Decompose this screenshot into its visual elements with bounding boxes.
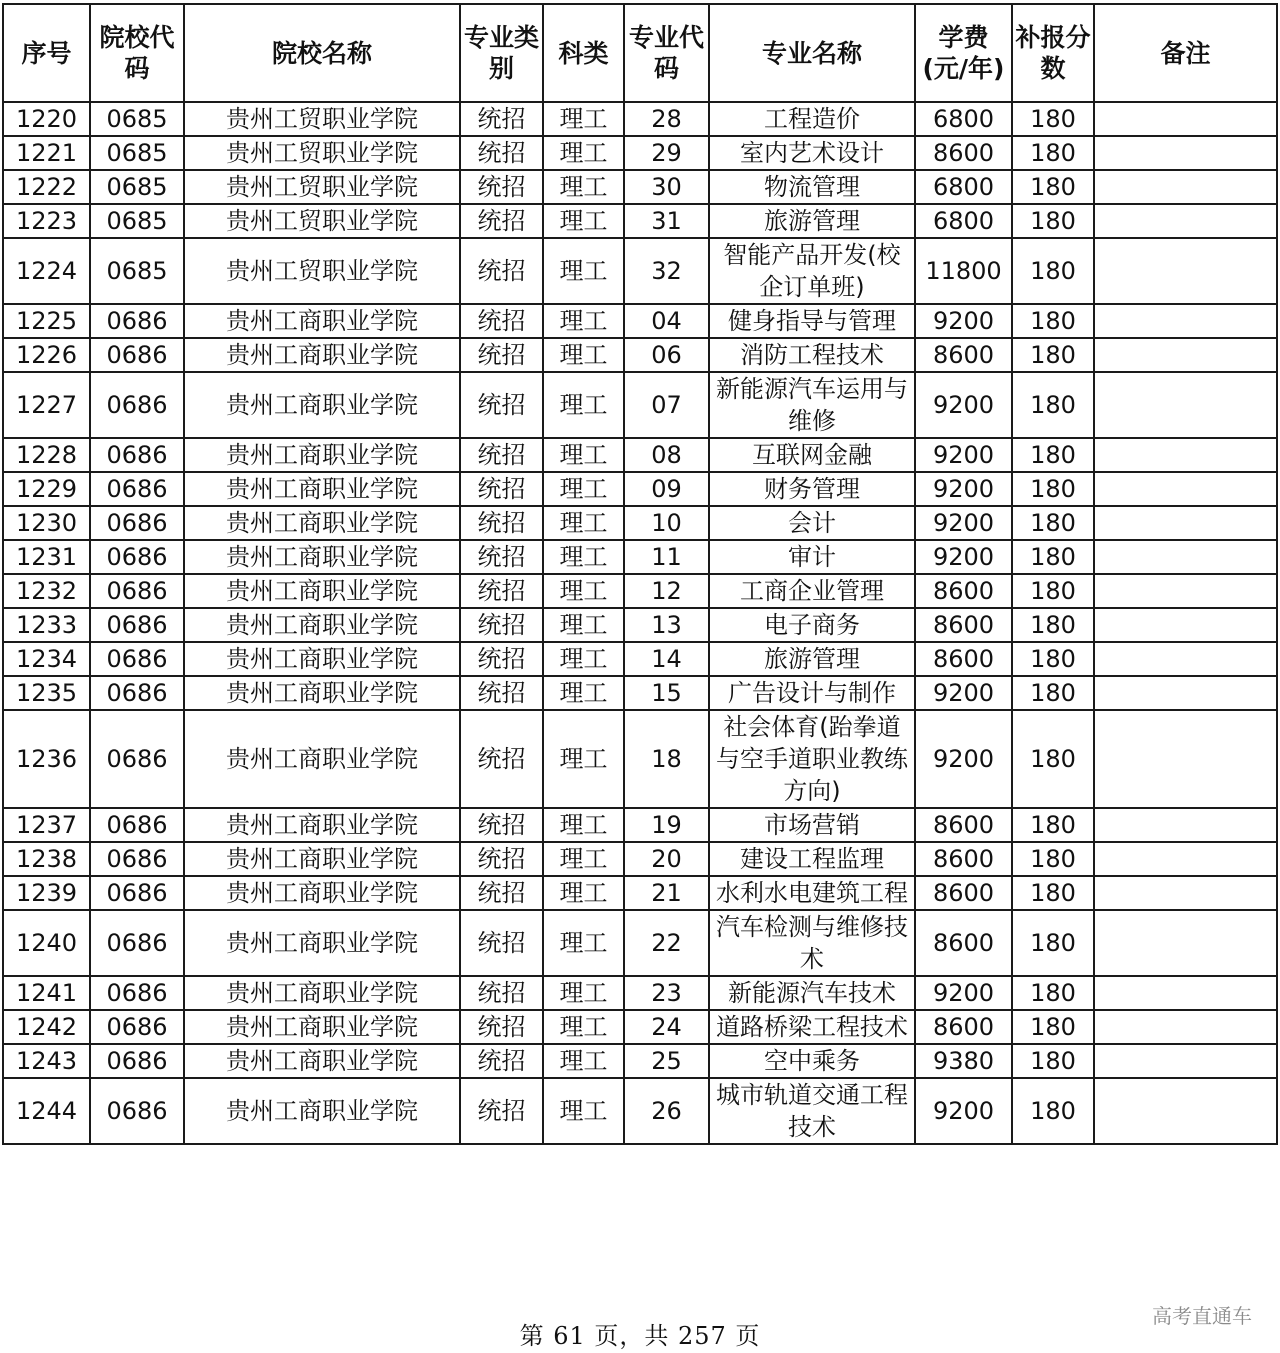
cell-major-type: 统招 — [460, 540, 543, 574]
table-row — [3, 204, 1277, 238]
cell-major-code: 04 — [624, 304, 709, 338]
cell-tuition: 8600 — [915, 876, 1012, 910]
cell-tuition: 8600 — [915, 136, 1012, 170]
cell-major-code: 06 — [624, 338, 709, 372]
cell-score: 180 — [1012, 710, 1094, 808]
cell-seq: 1243 — [3, 1044, 90, 1078]
cell-major-name: 消防工程技术 — [709, 338, 915, 372]
cell-major-name: 城市轨道交通工程技术 — [709, 1078, 915, 1144]
cell-subject: 理工 — [543, 842, 624, 876]
cell-major-type: 统招 — [460, 304, 543, 338]
table-row — [3, 1078, 1277, 1144]
table-row — [3, 574, 1277, 608]
cell-seq: 1229 — [3, 472, 90, 506]
cell-seq: 1233 — [3, 608, 90, 642]
cell-school-code: 0686 — [90, 842, 184, 876]
cell-tuition: 9200 — [915, 304, 1012, 338]
cell-school-name: 贵州工商职业学院 — [184, 472, 460, 506]
cell-major-name: 会计 — [709, 506, 915, 540]
table-row — [3, 710, 1277, 808]
cell-remarks — [1094, 540, 1277, 574]
cell-major-name: 新能源汽车技术 — [709, 976, 915, 1010]
cell-major-name: 广告设计与制作 — [709, 676, 915, 710]
table-row — [3, 1010, 1277, 1044]
cell-remarks — [1094, 976, 1277, 1010]
cell-remarks — [1094, 676, 1277, 710]
cell-major-name: 健身指导与管理 — [709, 304, 915, 338]
table-row — [3, 608, 1277, 642]
cell-score: 180 — [1012, 438, 1094, 472]
table-row — [3, 506, 1277, 540]
cell-major-type: 统招 — [460, 1044, 543, 1078]
table-row — [3, 170, 1277, 204]
cell-seq: 1232 — [3, 574, 90, 608]
cell-major-code: 19 — [624, 808, 709, 842]
table-row — [3, 438, 1277, 472]
cell-major-code: 09 — [624, 472, 709, 506]
cell-remarks — [1094, 170, 1277, 204]
cell-major-type: 统招 — [460, 506, 543, 540]
cell-score: 180 — [1012, 472, 1094, 506]
cell-major-name: 工商企业管理 — [709, 574, 915, 608]
cell-major-type: 统招 — [460, 876, 543, 910]
cell-major-name: 新能源汽车运用与维修 — [709, 372, 915, 438]
cell-major-type: 统招 — [460, 976, 543, 1010]
cell-school-name: 贵州工商职业学院 — [184, 976, 460, 1010]
cell-major-code: 26 — [624, 1078, 709, 1144]
col-header-subject: 科类 — [543, 4, 624, 102]
cell-tuition: 6800 — [915, 204, 1012, 238]
cell-score: 180 — [1012, 304, 1094, 338]
cell-score: 180 — [1012, 170, 1094, 204]
cell-tuition: 6800 — [915, 170, 1012, 204]
cell-subject: 理工 — [543, 170, 624, 204]
col-header-remarks: 备注 — [1094, 4, 1277, 102]
cell-seq: 1235 — [3, 676, 90, 710]
cell-major-code: 25 — [624, 1044, 709, 1078]
table-row — [3, 136, 1277, 170]
cell-seq: 1240 — [3, 910, 90, 976]
table-row — [3, 1044, 1277, 1078]
cell-subject: 理工 — [543, 608, 624, 642]
cell-seq: 1234 — [3, 642, 90, 676]
col-header-score: 补报分数 — [1012, 4, 1094, 102]
cell-major-code: 12 — [624, 574, 709, 608]
cell-score: 180 — [1012, 204, 1094, 238]
cell-major-type: 统招 — [460, 136, 543, 170]
cell-tuition: 9200 — [915, 976, 1012, 1010]
cell-school-code: 0685 — [90, 204, 184, 238]
cell-major-code: 30 — [624, 170, 709, 204]
cell-major-code: 31 — [624, 204, 709, 238]
cell-major-type: 统招 — [460, 1010, 543, 1044]
cell-major-type: 统招 — [460, 808, 543, 842]
cell-seq: 1230 — [3, 506, 90, 540]
cell-major-code: 11 — [624, 540, 709, 574]
cell-tuition: 9200 — [915, 1078, 1012, 1144]
cell-school-code: 0686 — [90, 608, 184, 642]
cell-school-name: 贵州工商职业学院 — [184, 808, 460, 842]
cell-tuition: 9200 — [915, 710, 1012, 808]
cell-subject: 理工 — [543, 238, 624, 304]
cell-major-type: 统招 — [460, 608, 543, 642]
table-row — [3, 642, 1277, 676]
cell-tuition: 9200 — [915, 540, 1012, 574]
page-footer: 第 61 页，共 257 页 — [519, 1322, 761, 1350]
cell-subject: 理工 — [543, 372, 624, 438]
table-row — [3, 976, 1277, 1010]
cell-score: 180 — [1012, 372, 1094, 438]
cell-major-code: 07 — [624, 372, 709, 438]
cell-remarks — [1094, 238, 1277, 304]
cell-school-name: 贵州工商职业学院 — [184, 642, 460, 676]
cell-major-code: 29 — [624, 136, 709, 170]
watermark: 高考直通车 — [1152, 1304, 1252, 1328]
cell-subject: 理工 — [543, 506, 624, 540]
cell-subject: 理工 — [543, 808, 624, 842]
cell-school-code: 0686 — [90, 876, 184, 910]
cell-remarks — [1094, 304, 1277, 338]
cell-major-name: 道路桥梁工程技术 — [709, 1010, 915, 1044]
cell-major-code: 20 — [624, 842, 709, 876]
cell-remarks — [1094, 574, 1277, 608]
cell-major-name: 财务管理 — [709, 472, 915, 506]
cell-major-type: 统招 — [460, 910, 543, 976]
cell-major-type: 统招 — [460, 710, 543, 808]
cell-school-name: 贵州工商职业学院 — [184, 1044, 460, 1078]
cell-remarks — [1094, 1078, 1277, 1144]
cell-remarks — [1094, 372, 1277, 438]
table-row — [3, 842, 1277, 876]
cell-school-name: 贵州工商职业学院 — [184, 910, 460, 976]
cell-school-code: 0686 — [90, 1010, 184, 1044]
cell-major-code: 13 — [624, 608, 709, 642]
cell-seq: 1225 — [3, 304, 90, 338]
cell-tuition: 9200 — [915, 676, 1012, 710]
cell-major-type: 统招 — [460, 204, 543, 238]
cell-tuition: 9200 — [915, 472, 1012, 506]
cell-remarks — [1094, 842, 1277, 876]
cell-seq: 1223 — [3, 204, 90, 238]
cell-major-type: 统招 — [460, 842, 543, 876]
table-row — [3, 372, 1277, 438]
cell-seq: 1242 — [3, 1010, 90, 1044]
cell-school-code: 0686 — [90, 1078, 184, 1144]
cell-subject: 理工 — [543, 472, 624, 506]
cell-remarks — [1094, 1010, 1277, 1044]
cell-school-code: 0686 — [90, 642, 184, 676]
cell-school-code: 0686 — [90, 676, 184, 710]
cell-major-type: 统招 — [460, 372, 543, 438]
cell-subject: 理工 — [543, 642, 624, 676]
cell-major-type: 统招 — [460, 472, 543, 506]
cell-subject: 理工 — [543, 976, 624, 1010]
col-header-major-name: 专业名称 — [709, 4, 915, 102]
cell-seq: 1241 — [3, 976, 90, 1010]
cell-score: 180 — [1012, 506, 1094, 540]
table-row — [3, 876, 1277, 910]
cell-major-type: 统招 — [460, 238, 543, 304]
cell-tuition: 6800 — [915, 102, 1012, 136]
cell-score: 180 — [1012, 676, 1094, 710]
cell-score: 180 — [1012, 642, 1094, 676]
cell-major-code: 28 — [624, 102, 709, 136]
cell-seq: 1220 — [3, 102, 90, 136]
cell-tuition: 8600 — [915, 642, 1012, 676]
cell-subject: 理工 — [543, 136, 624, 170]
cell-subject: 理工 — [543, 204, 624, 238]
table-row — [3, 910, 1277, 976]
cell-school-code: 0685 — [90, 170, 184, 204]
cell-major-code: 24 — [624, 1010, 709, 1044]
table-row — [3, 238, 1277, 304]
cell-tuition: 8600 — [915, 1010, 1012, 1044]
cell-tuition: 9200 — [915, 438, 1012, 472]
cell-remarks — [1094, 710, 1277, 808]
cell-major-name: 旅游管理 — [709, 642, 915, 676]
cell-major-name: 电子商务 — [709, 608, 915, 642]
cell-seq: 1224 — [3, 238, 90, 304]
cell-major-code: 08 — [624, 438, 709, 472]
cell-remarks — [1094, 338, 1277, 372]
cell-school-code: 0685 — [90, 102, 184, 136]
cell-seq: 1244 — [3, 1078, 90, 1144]
cell-subject: 理工 — [543, 1078, 624, 1144]
cell-major-name: 汽车检测与维修技术 — [709, 910, 915, 976]
col-header-seq: 序号 — [3, 4, 90, 102]
cell-major-type: 统招 — [460, 102, 543, 136]
col-header-major-code: 专业代码 — [624, 4, 709, 102]
cell-school-code: 0686 — [90, 976, 184, 1010]
cell-score: 180 — [1012, 910, 1094, 976]
cell-tuition: 8600 — [915, 574, 1012, 608]
cell-subject: 理工 — [543, 540, 624, 574]
cell-major-name: 互联网金融 — [709, 438, 915, 472]
cell-major-code: 14 — [624, 642, 709, 676]
cell-tuition: 9200 — [915, 372, 1012, 438]
cell-major-type: 统招 — [460, 1078, 543, 1144]
cell-school-code: 0686 — [90, 372, 184, 438]
cell-school-name: 贵州工商职业学院 — [184, 506, 460, 540]
cell-subject: 理工 — [543, 338, 624, 372]
cell-remarks — [1094, 910, 1277, 976]
cell-school-code: 0686 — [90, 808, 184, 842]
cell-major-code: 10 — [624, 506, 709, 540]
cell-school-code: 0686 — [90, 304, 184, 338]
cell-seq: 1221 — [3, 136, 90, 170]
table-row — [3, 304, 1277, 338]
cell-school-code: 0685 — [90, 136, 184, 170]
cell-school-code: 0685 — [90, 238, 184, 304]
cell-score: 180 — [1012, 842, 1094, 876]
cell-score: 180 — [1012, 102, 1094, 136]
cell-subject: 理工 — [543, 910, 624, 976]
cell-subject: 理工 — [543, 438, 624, 472]
cell-subject: 理工 — [543, 676, 624, 710]
cell-remarks — [1094, 472, 1277, 506]
table-row — [3, 676, 1277, 710]
cell-school-name: 贵州工商职业学院 — [184, 842, 460, 876]
cell-seq: 1228 — [3, 438, 90, 472]
cell-tuition: 8600 — [915, 808, 1012, 842]
table-row — [3, 338, 1277, 372]
cell-major-name: 物流管理 — [709, 170, 915, 204]
cell-tuition: 9200 — [915, 506, 1012, 540]
table-row — [3, 540, 1277, 574]
cell-school-name: 贵州工商职业学院 — [184, 438, 460, 472]
cell-school-name: 贵州工贸职业学院 — [184, 238, 460, 304]
cell-score: 180 — [1012, 1078, 1094, 1144]
table-row — [3, 808, 1277, 842]
cell-school-name: 贵州工贸职业学院 — [184, 102, 460, 136]
cell-tuition: 8600 — [915, 842, 1012, 876]
cell-score: 180 — [1012, 876, 1094, 910]
cell-tuition: 11800 — [915, 238, 1012, 304]
cell-school-name: 贵州工商职业学院 — [184, 676, 460, 710]
cell-major-name: 社会体育(跆拳道与空手道职业教练方向) — [709, 710, 915, 808]
cell-school-code: 0686 — [90, 710, 184, 808]
cell-major-code: 15 — [624, 676, 709, 710]
cell-score: 180 — [1012, 540, 1094, 574]
cell-major-name: 室内艺术设计 — [709, 136, 915, 170]
table-row — [3, 102, 1277, 136]
cell-subject: 理工 — [543, 574, 624, 608]
cell-score: 180 — [1012, 808, 1094, 842]
cell-major-type: 统招 — [460, 438, 543, 472]
cell-school-code: 0686 — [90, 910, 184, 976]
cell-major-name: 智能产品开发(校企订单班) — [709, 238, 915, 304]
cell-school-name: 贵州工商职业学院 — [184, 1010, 460, 1044]
col-header-school-name: 院校名称 — [184, 4, 460, 102]
cell-major-code: 22 — [624, 910, 709, 976]
cell-school-name: 贵州工商职业学院 — [184, 608, 460, 642]
cell-subject: 理工 — [543, 876, 624, 910]
cell-major-type: 统招 — [460, 642, 543, 676]
cell-tuition: 8600 — [915, 338, 1012, 372]
cell-major-name: 审计 — [709, 540, 915, 574]
cell-school-name: 贵州工商职业学院 — [184, 372, 460, 438]
cell-remarks — [1094, 136, 1277, 170]
cell-seq: 1227 — [3, 372, 90, 438]
cell-school-code: 0686 — [90, 540, 184, 574]
cell-school-code: 0686 — [90, 338, 184, 372]
cell-major-code: 21 — [624, 876, 709, 910]
cell-major-code: 18 — [624, 710, 709, 808]
col-header-school-code: 院校代码 — [90, 4, 184, 102]
cell-school-name: 贵州工商职业学院 — [184, 574, 460, 608]
cell-major-name: 市场营销 — [709, 808, 915, 842]
cell-remarks — [1094, 204, 1277, 238]
cell-score: 180 — [1012, 238, 1094, 304]
cell-major-type: 统招 — [460, 574, 543, 608]
cell-score: 180 — [1012, 976, 1094, 1010]
cell-score: 180 — [1012, 1044, 1094, 1078]
col-header-tuition: 学费(元/年) — [915, 4, 1012, 102]
cell-score: 180 — [1012, 1010, 1094, 1044]
cell-score: 180 — [1012, 338, 1094, 372]
cell-school-name: 贵州工商职业学院 — [184, 540, 460, 574]
cell-seq: 1236 — [3, 710, 90, 808]
cell-school-code: 0686 — [90, 438, 184, 472]
cell-score: 180 — [1012, 574, 1094, 608]
cell-remarks — [1094, 808, 1277, 842]
table-row — [3, 472, 1277, 506]
cell-major-name: 工程造价 — [709, 102, 915, 136]
cell-major-name: 旅游管理 — [709, 204, 915, 238]
cell-subject: 理工 — [543, 1010, 624, 1044]
cell-major-type: 统招 — [460, 338, 543, 372]
cell-major-name: 空中乘务 — [709, 1044, 915, 1078]
cell-school-name: 贵州工贸职业学院 — [184, 204, 460, 238]
cell-major-code: 23 — [624, 976, 709, 1010]
cell-remarks — [1094, 876, 1277, 910]
cell-major-name: 建设工程监理 — [709, 842, 915, 876]
cell-subject: 理工 — [543, 1044, 624, 1078]
cell-remarks — [1094, 438, 1277, 472]
cell-school-name: 贵州工贸职业学院 — [184, 170, 460, 204]
cell-school-code: 0686 — [90, 472, 184, 506]
cell-seq: 1226 — [3, 338, 90, 372]
cell-seq: 1238 — [3, 842, 90, 876]
cell-seq: 1231 — [3, 540, 90, 574]
cell-school-code: 0686 — [90, 574, 184, 608]
cell-major-type: 统招 — [460, 170, 543, 204]
cell-tuition: 8600 — [915, 910, 1012, 976]
cell-major-type: 统招 — [460, 676, 543, 710]
cell-major-name: 水利水电建筑工程 — [709, 876, 915, 910]
cell-school-name: 贵州工商职业学院 — [184, 338, 460, 372]
cell-remarks — [1094, 642, 1277, 676]
cell-school-name: 贵州工商职业学院 — [184, 304, 460, 338]
cell-seq: 1237 — [3, 808, 90, 842]
cell-seq: 1222 — [3, 170, 90, 204]
cell-remarks — [1094, 102, 1277, 136]
cell-school-name: 贵州工商职业学院 — [184, 876, 460, 910]
cell-subject: 理工 — [543, 710, 624, 808]
cell-school-name: 贵州工贸职业学院 — [184, 136, 460, 170]
cell-remarks — [1094, 506, 1277, 540]
cell-score: 180 — [1012, 136, 1094, 170]
cell-subject: 理工 — [543, 102, 624, 136]
cell-school-code: 0686 — [90, 506, 184, 540]
cell-tuition: 9380 — [915, 1044, 1012, 1078]
cell-score: 180 — [1012, 608, 1094, 642]
cell-school-name: 贵州工商职业学院 — [184, 1078, 460, 1144]
cell-remarks — [1094, 608, 1277, 642]
cell-remarks — [1094, 1044, 1277, 1078]
header-row — [3, 4, 1277, 102]
col-header-major-type: 专业类别 — [460, 4, 543, 102]
cell-school-code: 0686 — [90, 1044, 184, 1078]
cell-major-code: 32 — [624, 238, 709, 304]
cell-subject: 理工 — [543, 304, 624, 338]
cell-school-name: 贵州工商职业学院 — [184, 710, 460, 808]
cell-seq: 1239 — [3, 876, 90, 910]
cell-tuition: 8600 — [915, 608, 1012, 642]
admission-table — [2, 3, 1278, 1145]
